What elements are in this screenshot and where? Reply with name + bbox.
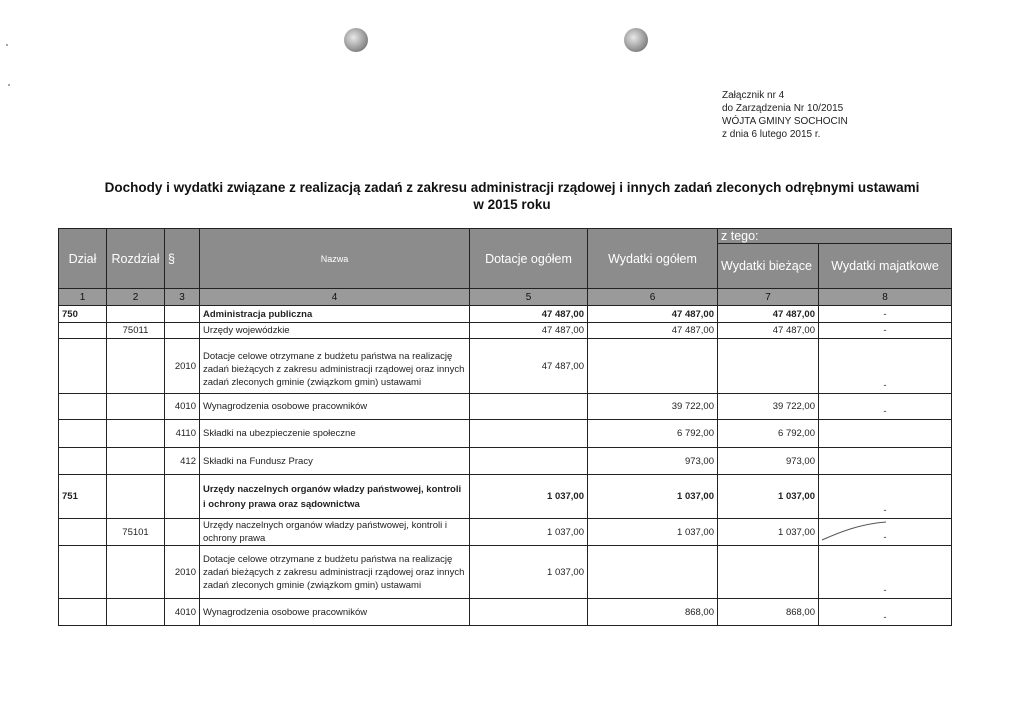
cell-dzial: [59, 420, 107, 448]
cell-nazwa: Wynagrodzenia osobowe pracowników: [200, 394, 470, 420]
cell-nazwa: Urzędy naczelnych organów władzy państwowej, kontroli i ochrony prawa: [200, 519, 470, 546]
cell-biezace: 47 487,00: [718, 306, 819, 323]
cell-majatkowe: -: [819, 339, 952, 394]
cell-paragraf: 4110: [165, 420, 200, 448]
cell-dotacje: 47 487,00: [470, 323, 588, 339]
cell-biezace: 6 792,00: [718, 420, 819, 448]
cell-wydatki: 6 792,00: [588, 420, 718, 448]
cell-nazwa: Składki na Fundusz Pracy: [200, 448, 470, 475]
attachment-line: z dnia 6 lutego 2015 r.: [722, 129, 821, 140]
cell-paragraf: [165, 306, 200, 323]
cell-majatkowe: -: [819, 475, 952, 519]
cell-rozdzial: [107, 306, 165, 323]
attachment-line: do Zarządzenia Nr 10/2015: [722, 103, 844, 114]
cell-dzial: [59, 599, 107, 626]
cell-dotacje: [470, 599, 588, 626]
pen-stroke: [820, 514, 890, 544]
cell-paragraf: 2010: [165, 546, 200, 599]
cell-paragraf: 4010: [165, 394, 200, 420]
header-wydatki: Wydatki ogółem: [588, 229, 718, 289]
cell-wydatki: 39 722,00: [588, 394, 718, 420]
table-row: [59, 599, 952, 626]
cell-dzial: [59, 448, 107, 475]
cell-dotacje: [470, 420, 588, 448]
cell-rozdzial: [107, 420, 165, 448]
column-number: 1: [59, 289, 107, 306]
cell-wydatki: 1 037,00: [588, 519, 718, 546]
cell-dzial: [59, 519, 107, 546]
cell-paragraf: 2010: [165, 339, 200, 394]
cell-rozdzial: [107, 394, 165, 420]
cell-dotacje: 47 487,00: [470, 339, 588, 394]
cell-dzial: [59, 323, 107, 339]
column-number: 4: [200, 289, 470, 306]
cell-nazwa: Administracja publiczna: [200, 306, 470, 323]
table-row: [59, 339, 952, 394]
cell-wydatki: 973,00: [588, 448, 718, 475]
column-number: 5: [470, 289, 588, 306]
attachment-line: WÓJTA GMINY SOCHOCIN: [722, 116, 848, 127]
column-number: 3: [165, 289, 200, 306]
cell-dotacje: [470, 448, 588, 475]
cell-majatkowe: -: [819, 323, 952, 339]
cell-rozdzial: [107, 448, 165, 475]
column-number: 7: [718, 289, 819, 306]
cell-nazwa: Dotacje celowe otrzymane z budżetu państwa na realizację zadań bieżących z zakresu administracji rządowej oraz innych zadań zleconych gminie (związkom gmin) ustawami: [200, 546, 470, 599]
attachment-line: Załącznik nr 4: [722, 90, 785, 101]
cell-biezace: 47 487,00: [718, 323, 819, 339]
cell-rozdzial: [107, 475, 165, 519]
budget-table: [58, 228, 952, 626]
cell-dotacje: 1 037,00: [470, 546, 588, 599]
cell-paragraf: [165, 323, 200, 339]
cell-dotacje: [470, 394, 588, 420]
cell-dotacje: 1 037,00: [470, 519, 588, 546]
table-row: [59, 448, 952, 475]
cell-majatkowe: [819, 420, 952, 448]
cell-rozdzial: [107, 599, 165, 626]
cell-paragraf: [165, 475, 200, 519]
cell-dotacje: 47 487,00: [470, 306, 588, 323]
cell-wydatki: 1 037,00: [588, 475, 718, 519]
table-row: [59, 420, 952, 448]
table-row: [59, 394, 952, 420]
title-line-1: Dochody i wydatki związane z realizacją zadań z zakresu administracji rządowej i innych zadań zleconych odrębnymi ustawami: [104, 180, 920, 195]
cell-majatkowe: -: [819, 546, 952, 599]
cell-biezace: 1 037,00: [718, 519, 819, 546]
cell-wydatki: 868,00: [588, 599, 718, 626]
header-z-tego: z tego:: [718, 229, 952, 244]
cell-paragraf: 412: [165, 448, 200, 475]
table-row: [59, 519, 952, 546]
column-number: 6: [588, 289, 718, 306]
cell-paragraf: 4010: [165, 599, 200, 626]
scan-speck: [8, 84, 10, 86]
cell-paragraf: [165, 519, 200, 546]
column-number: 2: [107, 289, 165, 306]
cell-wydatki: 47 487,00: [588, 306, 718, 323]
cell-dzial: [59, 394, 107, 420]
header-dzial: Dział: [59, 229, 107, 289]
cell-wydatki: [588, 546, 718, 599]
cell-rozdzial: 75011: [107, 323, 165, 339]
cell-rozdzial: [107, 546, 165, 599]
header-rozdzial: Rozdział: [107, 229, 165, 289]
cell-nazwa: Składki na ubezpieczenie społeczne: [200, 420, 470, 448]
cell-biezace: 868,00: [718, 599, 819, 626]
cell-majatkowe: -: [819, 599, 952, 626]
cell-biezace: [718, 339, 819, 394]
cell-wydatki: 47 487,00: [588, 323, 718, 339]
header-biezace: Wydatki bieżące: [718, 244, 819, 289]
cell-nazwa: Wynagrodzenia osobowe pracowników: [200, 599, 470, 626]
cell-majatkowe: -: [819, 519, 952, 546]
cell-dzial: 750: [59, 306, 107, 323]
table-row: [59, 306, 952, 323]
header-dotacje: Dotacje ogółem: [470, 229, 588, 289]
table-row: [59, 323, 952, 339]
title-line-2: w 2015 roku: [473, 197, 551, 212]
cell-wydatki: [588, 339, 718, 394]
column-number-row: [59, 289, 952, 306]
cell-dotacje: 1 037,00: [470, 475, 588, 519]
cell-majatkowe: [819, 448, 952, 475]
cell-dzial: 751: [59, 475, 107, 519]
attachment-note: [722, 89, 848, 141]
cell-biezace: 39 722,00: [718, 394, 819, 420]
document-title: [0, 179, 1024, 213]
cell-nazwa: Urzędy wojewódzkie: [200, 323, 470, 339]
header-nazwa: Nazwa: [200, 229, 470, 289]
cell-nazwa: Urzędy naczelnych organów władzy państwowej, kontroli i ochrony prawa oraz sądownictwa: [200, 475, 470, 519]
table-row: [59, 546, 952, 599]
column-number: 8: [819, 289, 952, 306]
table-row: [59, 475, 952, 519]
cell-rozdzial: 75101: [107, 519, 165, 546]
cell-rozdzial: [107, 339, 165, 394]
cell-majatkowe: -: [819, 394, 952, 420]
cell-dzial: [59, 339, 107, 394]
header-paragraf: §: [165, 229, 200, 289]
cell-biezace: 1 037,00: [718, 475, 819, 519]
cell-biezace: 973,00: [718, 448, 819, 475]
cell-dzial: [59, 546, 107, 599]
punch-hole-left: [344, 28, 368, 52]
scan-speck: [6, 44, 8, 46]
cell-nazwa: Dotacje celowe otrzymane z budżetu państwa na realizację zadań bieżących z zakresu administracji rządowej oraz innych zadań zleconych gminie (związkom gmin) ustawami: [200, 339, 470, 394]
cell-majatkowe: -: [819, 306, 952, 323]
punch-hole-right: [624, 28, 648, 52]
cell-biezace: [718, 546, 819, 599]
header-majatkowe: Wydatki majatkowe: [819, 244, 952, 289]
